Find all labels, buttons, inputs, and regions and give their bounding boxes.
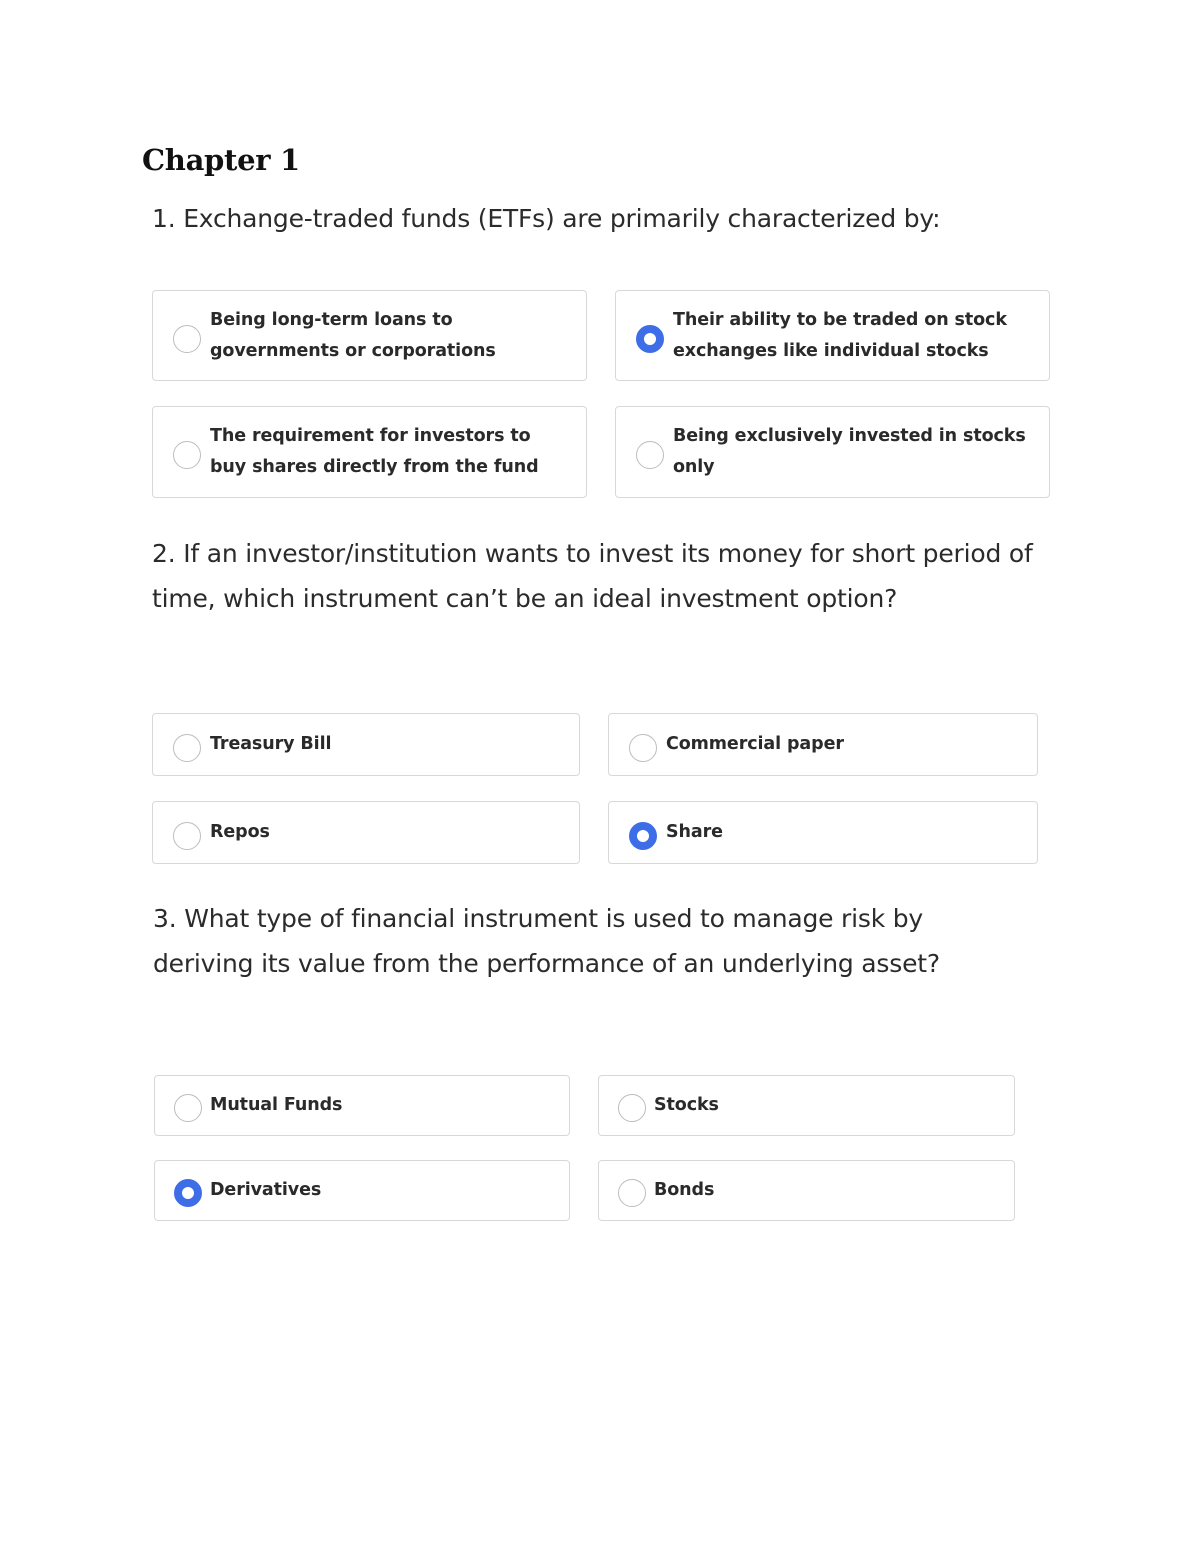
radio-button-selected-icon[interactable] (174, 1179, 202, 1207)
radio-button-icon[interactable] (173, 822, 201, 850)
radio-button-icon[interactable] (618, 1094, 646, 1122)
option-label: Being long-term loans to governments or corporations (210, 310, 496, 361)
option-label: Being exclusively invested in stocks only (673, 426, 1026, 477)
q3-option-2[interactable] (598, 1075, 1015, 1136)
radio-button-icon[interactable] (173, 441, 201, 469)
radio-button-selected-icon[interactable] (636, 325, 664, 353)
option-label: The requirement for investors to buy shares directly from the fund (210, 426, 539, 477)
q2-option-1[interactable] (152, 713, 580, 776)
radio-button-icon[interactable] (618, 1179, 646, 1207)
radio-button-icon[interactable] (636, 441, 664, 469)
q1-option-3[interactable] (152, 406, 587, 498)
radio-button-selected-icon[interactable] (629, 822, 657, 850)
option-label: Repos (210, 822, 270, 842)
radio-button-icon[interactable] (173, 325, 201, 353)
q1-option-1[interactable] (152, 290, 587, 381)
q3-option-3[interactable] (154, 1160, 570, 1221)
option-label: Share (666, 822, 723, 842)
question-3-text: 3. What type of financial instrument is used to manage risk by deriving its value from the performance of an underlying asset? (153, 904, 940, 978)
radio-button-icon[interactable] (174, 1094, 202, 1122)
q1-option-2[interactable] (615, 290, 1050, 381)
q2-option-4[interactable] (608, 801, 1038, 864)
question-1-text: 1. Exchange-traded funds (ETFs) are primarily characterized by: (152, 204, 941, 233)
q3-option-1[interactable] (154, 1075, 570, 1136)
option-label: Stocks (654, 1095, 719, 1115)
option-label: Treasury Bill (210, 734, 332, 754)
q1-option-4[interactable] (615, 406, 1050, 498)
radio-button-icon[interactable] (173, 734, 201, 762)
option-label: Commercial paper (666, 734, 844, 754)
option-label: Bonds (654, 1180, 715, 1200)
chapter-title: Chapter 1 (142, 143, 300, 177)
question-2-text: 2. If an investor/institution wants to invest its money for short period of time, which instrument can’t be an ideal investment option? (152, 539, 1033, 613)
q2-option-3[interactable] (152, 801, 580, 864)
option-label: Their ability to be traded on stock exchanges like individual stocks (673, 310, 1007, 361)
q2-option-2[interactable] (608, 713, 1038, 776)
option-label: Mutual Funds (210, 1095, 343, 1115)
option-label: Derivatives (210, 1180, 322, 1200)
radio-button-icon[interactable] (629, 734, 657, 762)
q3-option-4[interactable] (598, 1160, 1015, 1221)
